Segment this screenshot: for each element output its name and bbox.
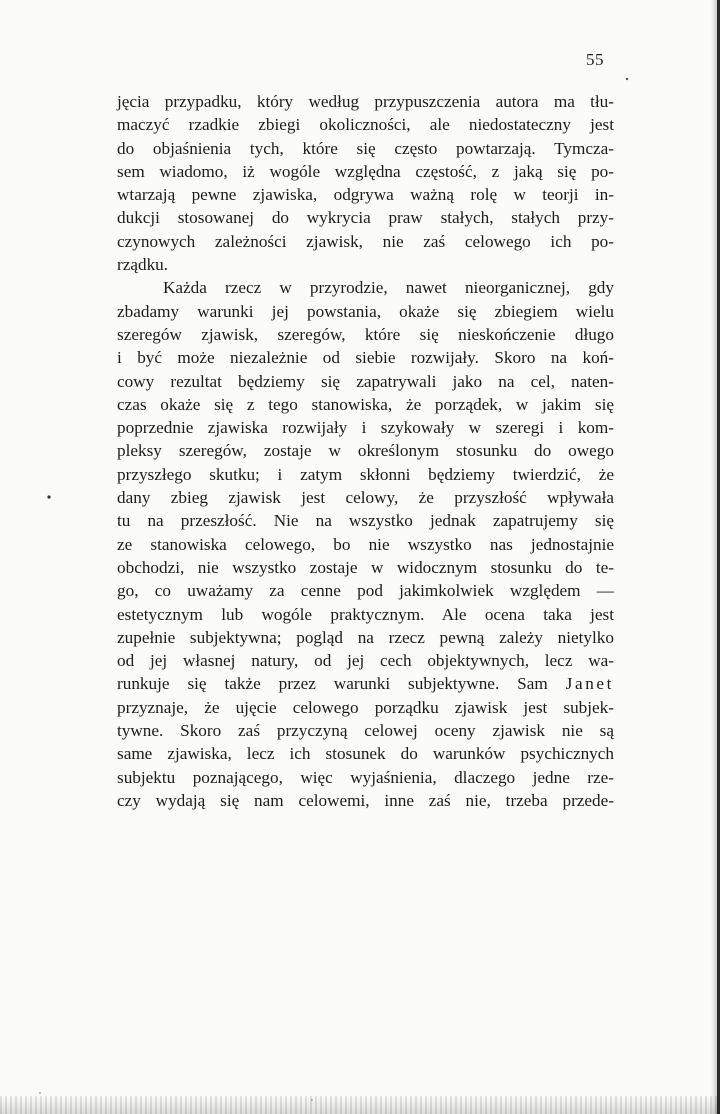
- text-line: i być może niezależnie od siebie rozwijały. Skoro na koń-: [117, 348, 614, 368]
- text-line-with-name: [117, 672, 614, 695]
- text-line: czy wydają się nam celowemi, inne zaś nie, trzeba przede-: [117, 790, 614, 810]
- text-line: przyszłego skutku; i zatym skłonni będziemy twierdzić, że: [117, 464, 614, 484]
- text-line: Każda rzecz w przyrodzie, nawet nieorganicznej, gdy: [163, 278, 614, 298]
- text-line: wtarzają pewne zjawiska, odgrywa ważną rolę w teorji in-: [117, 185, 614, 205]
- text-line: estetycznym lub wogóle praktycznym. Ale ocena taka jest: [117, 604, 614, 624]
- paragraph-2: [117, 276, 614, 812]
- text-line: dany zbieg zjawisk jest celowy, że przyszłość wpływała: [117, 488, 614, 508]
- text-line: subjektu poznającego, więc wyjaśnienia, dlaczego jedne rze-: [117, 767, 614, 787]
- text-line: zupełnie subjektywna; pogląd na rzecz pewną zależy nietylko: [117, 627, 614, 647]
- text-line: szeregów zjawisk, szeregów, które się nieskończenie długo: [117, 324, 614, 344]
- text-line: sem wiadomo, iż wogóle względna częstość, z jaką się po-: [117, 161, 614, 181]
- spaced-author-name: Janet: [565, 674, 614, 694]
- paragraph-1: [117, 90, 614, 276]
- text-line: poprzednie zjawiska rozwijały i szykowały w szeregi i kom-: [117, 418, 614, 438]
- page-bottom-edge: [0, 1096, 720, 1114]
- text-line: przyznaje, że ujęcie celowego porządku zjawisk jest subjek-: [117, 697, 614, 717]
- page-number: 55: [586, 50, 604, 69]
- text-line: czynowych zależności zjawisk, nie zaś celowego ich po-: [117, 231, 614, 251]
- text-line: ze stanowiska celowego, bo nie wszystko nas jednostajnie: [117, 534, 614, 554]
- text-line: pleksy szeregów, zostaje w określonym stosunku do owego: [117, 441, 614, 461]
- text-segment: runkuje się także przez warunki subjektywne. Sam: [117, 674, 548, 694]
- text-line: tu na przeszłość. Nie na wszystko jednak zapatrujemy się: [117, 511, 614, 531]
- text-line: obchodzi, nie wszystko zostaje w widocznym stosunku do te-: [117, 557, 614, 577]
- text-line: go, co uważamy za cenne pod jakimkolwiek względem —: [117, 581, 614, 601]
- text-line: cowy rezultat będziemy się zapatrywali jako na cel, naten-: [117, 371, 614, 391]
- text-line: rządku.: [117, 255, 169, 275]
- text-line: tywne. Skoro zaś przyczyną celowej oceny zjawisk nie są: [117, 721, 614, 741]
- text-line: czas okaże się z tego stanowiska, że porządek, w jakim się: [117, 394, 614, 414]
- text-line: od jej własnej natury, od jej cech objektywnych, lecz wa-: [117, 651, 614, 671]
- text-line: zbadamy warunki jej powstania, okaże się zbiegiem wielu: [117, 301, 614, 321]
- text-line: do objaśnienia tych, które się często powtarzają. Tymcza-: [117, 138, 614, 158]
- text-line: maczyć rzadkie zbiegi okoliczności, ale niedostateczny jest: [117, 115, 614, 135]
- text-line: jęcia przypadku, który według przypuszczenia autora ma tłu-: [117, 92, 614, 111]
- body-text: [117, 90, 614, 812]
- text-line: dukcji stosowanej do wykrycia praw stałych, stałych przy-: [117, 208, 614, 228]
- text-line: same zjawiska, lecz ich stosunek do warunków psychicznych: [117, 744, 614, 764]
